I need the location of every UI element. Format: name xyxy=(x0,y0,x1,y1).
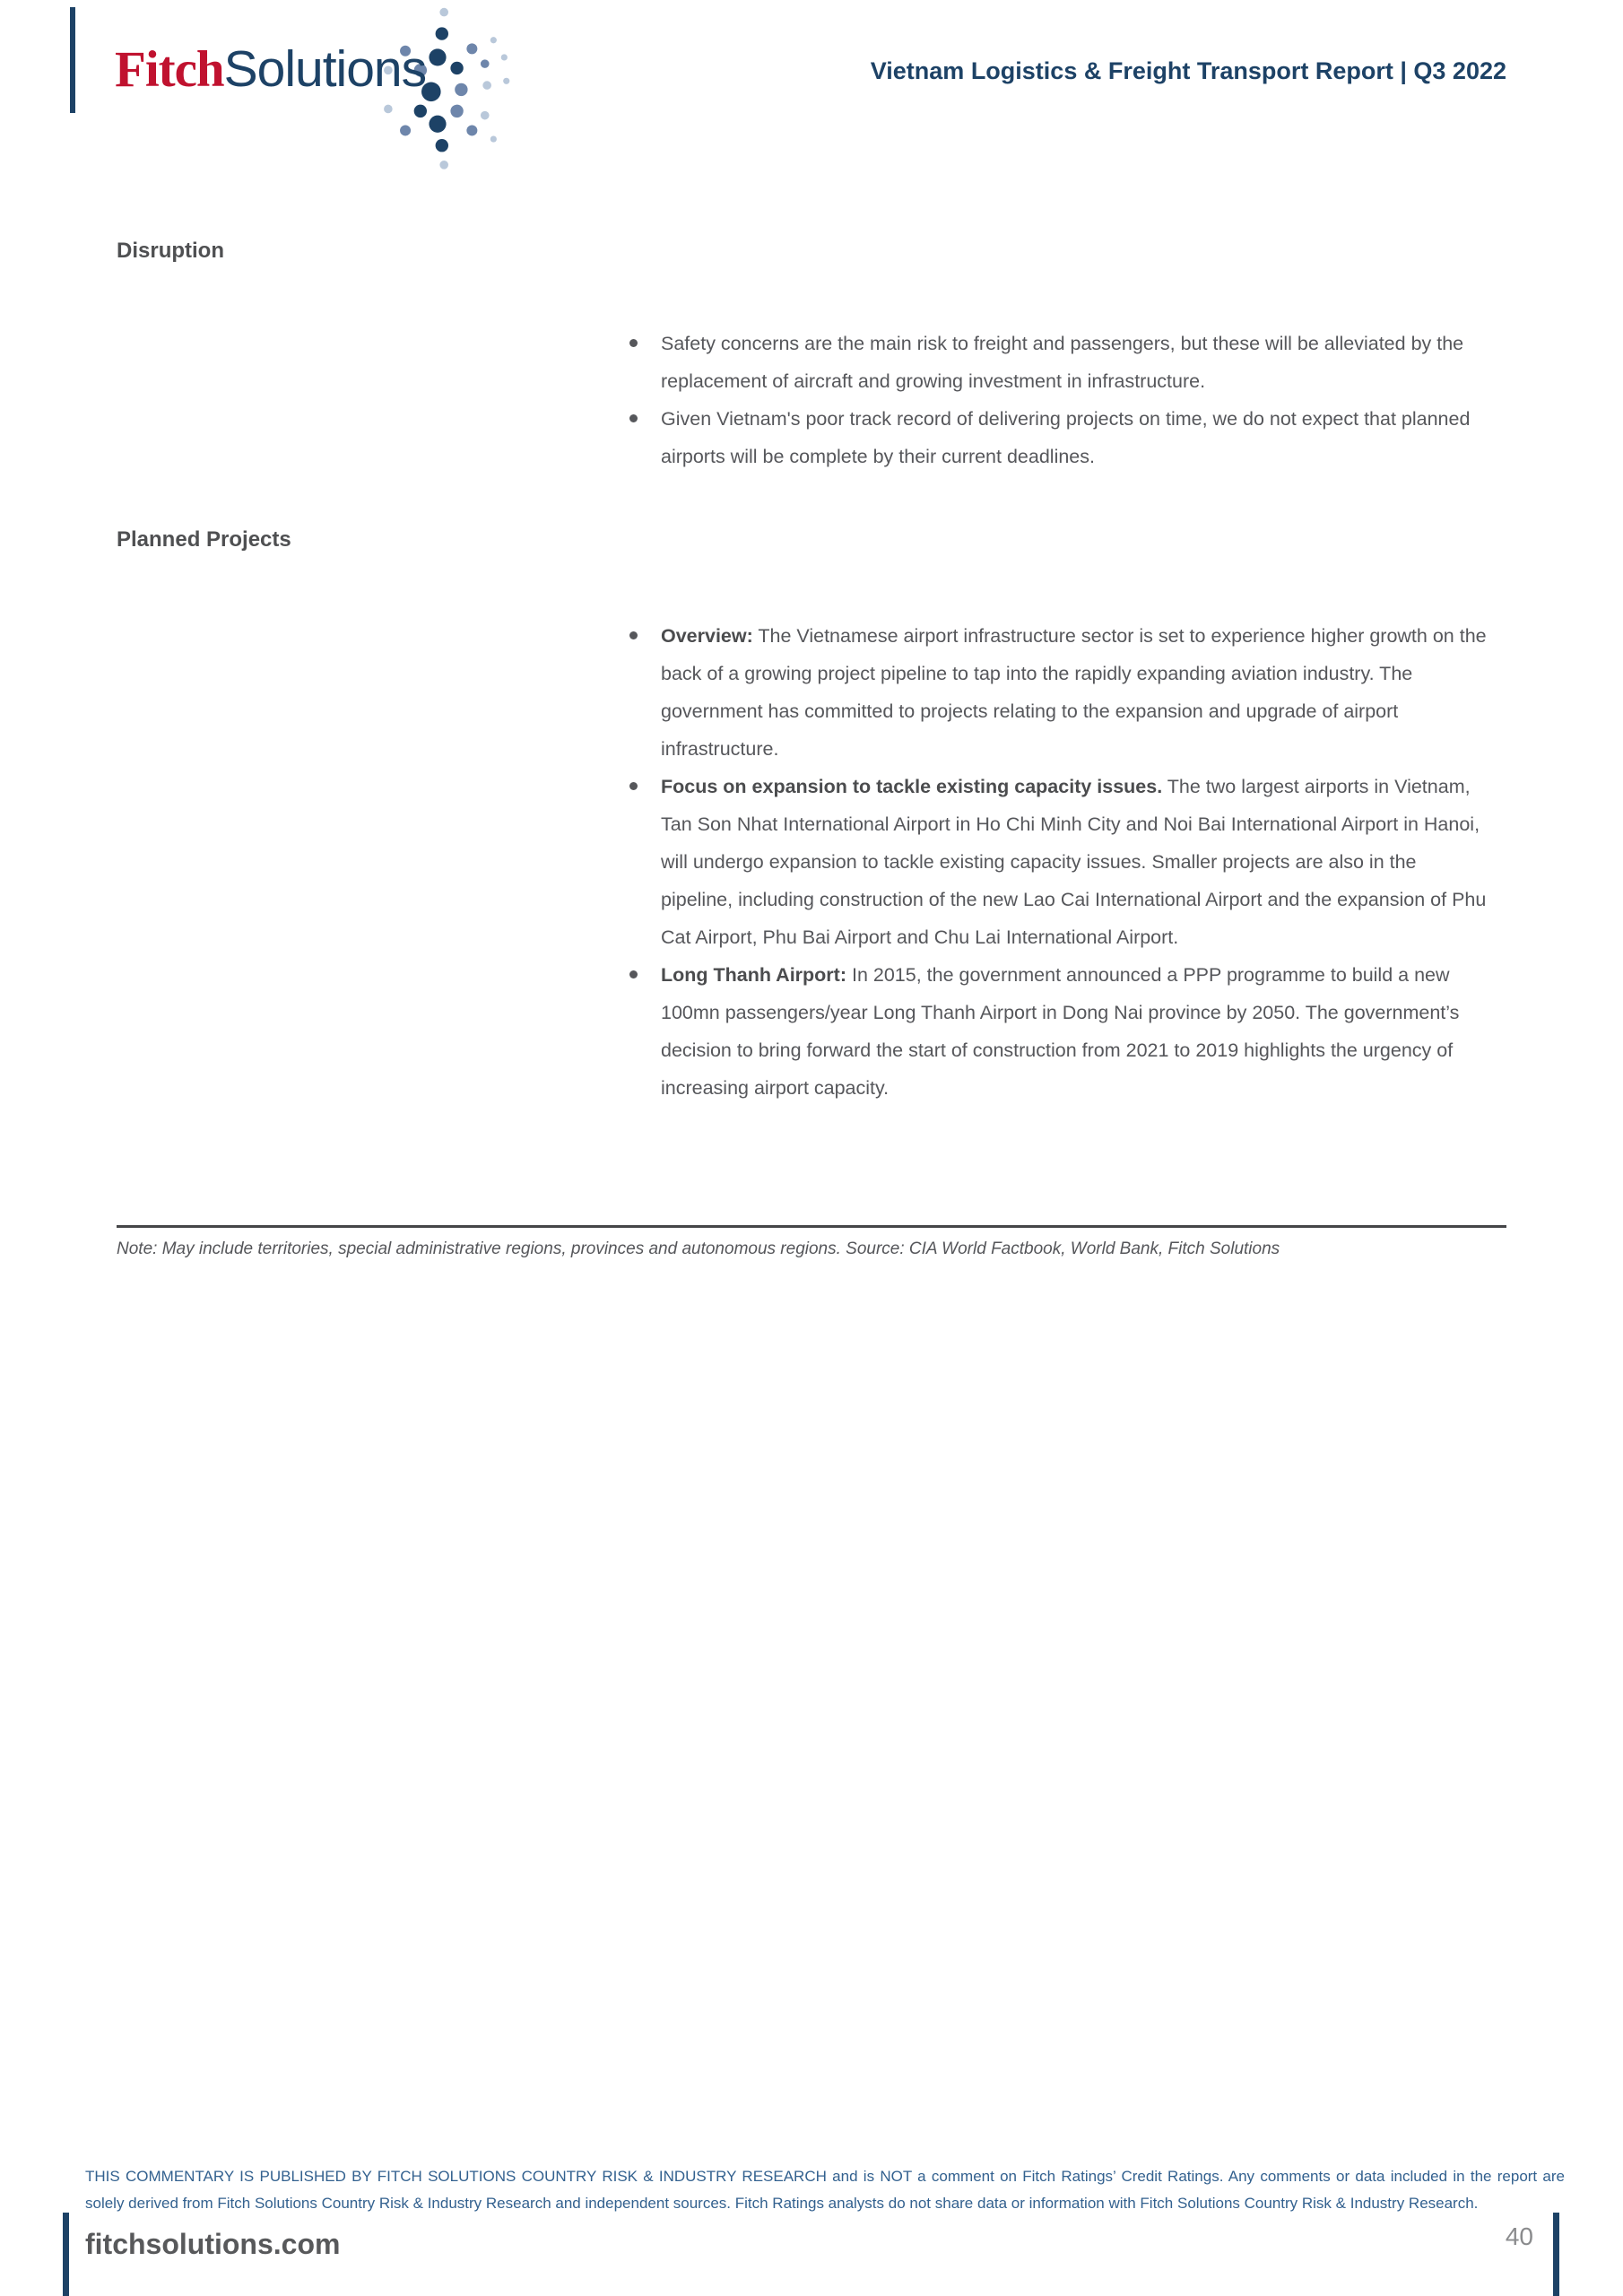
report-title: Vietnam Logistics & Freight Transport Report | Q3 2022 xyxy=(870,57,1506,84)
bullet-text: Long Thanh Airport: In 2015, the government announced a PPP programme to build a new 100mn passengers/year Long Thanh Airport in Dong Nai province by 2050. The government’s decision to bring forward the start of construction from 2021 to 2019 highlights the urgency of increasing airport capacity. xyxy=(661,964,1460,1099)
bullet-text: Given Vietnam's poor track record of delivering projects on time, we do not expect that planned airports will be complete by their current deadlines. xyxy=(661,408,1471,467)
bullet-item xyxy=(628,956,1490,1107)
bullet-item xyxy=(628,325,1490,400)
bullet-list-disruption xyxy=(628,325,1490,475)
note-divider xyxy=(117,1225,1506,1228)
footer-accent-bar-right xyxy=(1553,2213,1559,2296)
bullet-text: Overview: The Vietnamese airport infrastructure sector is set to experience higher growth on the back of a growing project pipeline to tap into the rapidly expanding aviation industry. The government has committed to projects relating to the expansion and upgrade of airport infrastructure. xyxy=(661,625,1487,760)
section-heading-disruption: Disruption xyxy=(117,239,224,263)
footer-disclaimer: THIS COMMENTARY IS PUBLISHED BY FITCH SOLUTIONS COUNTRY RISK & INDUSTRY RESEARCH and is NOT a comment on Fitch Ratings’ Credit Ratings. Any comments or data included in the report are solely derived from Fitch Solutions Country Risk & Industry Research and independent sources. Fitch Ratings analysts do not share data or information with Fitch Solutions Country Risk & Industry Research. xyxy=(85,2168,1565,2212)
bullet-text: Focus on expansion to tackle existing capacity issues. The two largest airports in Vietnam, Tan Son Nhat International Airport in Ho Chi Minh City and Noi Bai International Airport in Hanoi, will undergo expansion to tackle existing capacity issues. Smaller projects are also in the pipeline, including construction of the new Lao Cai International Airport and the expansion of Phu Cat Airport, Phu Bai Airport and Chu Lai International Airport. xyxy=(661,776,1487,948)
logo-fitch-text: Fitch xyxy=(115,41,224,98)
bullet-text: Safety concerns are the main risk to freight and passengers, but these will be alleviated by the replacement of aircraft and growing investment in infrastructure. xyxy=(661,333,1464,392)
bullet-icon xyxy=(629,782,638,790)
bullet-list-planned-projects xyxy=(628,617,1490,1107)
bullet-icon xyxy=(629,414,638,422)
logo-wordmark xyxy=(115,40,426,98)
logo-solutions-text: Solutions xyxy=(223,40,427,98)
footer-accent-bar-left xyxy=(63,2213,69,2296)
bullet-icon xyxy=(629,631,638,639)
page-number: 40 xyxy=(1505,2222,1533,2250)
bullet-item xyxy=(628,400,1490,475)
footer-website-link[interactable]: fitchsolutions.com xyxy=(85,2228,341,2260)
bullet-item xyxy=(628,617,1490,768)
section-heading-planned-projects: Planned Projects xyxy=(117,527,291,552)
bullet-icon xyxy=(629,970,638,978)
note-text: Note: May include territories, special administrative regions, provinces and autonomous regions. Source: CIA World Factbook, World Bank, Fitch Solutions xyxy=(117,1239,1280,1258)
bullet-item xyxy=(628,768,1490,956)
bullet-icon xyxy=(629,339,638,347)
header-accent-bar xyxy=(70,7,75,113)
fitch-solutions-logo xyxy=(115,29,426,109)
